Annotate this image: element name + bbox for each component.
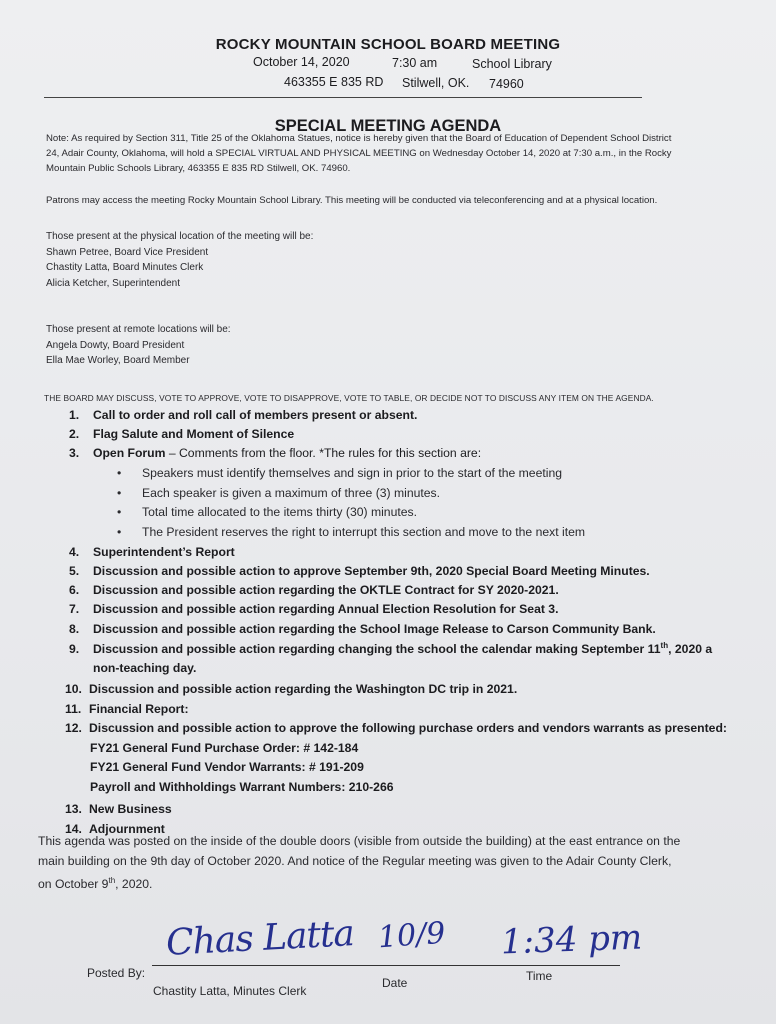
document-title: ROCKY MOUNTAIN SCHOOL BOARD MEETING (215, 36, 561, 53)
agenda-item: 4. Superintendent’s Report (69, 545, 235, 559)
handwritten-time: 1:34 pm (500, 917, 643, 963)
attendee: Alicia Ketcher, Superintendent (46, 277, 180, 289)
agenda-item: 10. Discussion and possible action regarding the Washington DC trip in 2021. (65, 682, 518, 696)
board-may-notice: THE BOARD MAY DISCUSS, VOTE TO APPROVE, VOTE TO DISAPPROVE, VOTE TO TABLE, OR DECIDE NOT TO DISCUSS ANY ITEM ON THE AGENDA. (44, 393, 654, 403)
forum-rule: • Speakers must identify themselves and sign in prior to the start of the meeting (117, 466, 563, 480)
forum-rule: • Each speaker is given a maximum of three (3) minutes. (117, 486, 441, 500)
meeting-address: 463355 E 835 RD (284, 75, 384, 89)
handwritten-signature: Chas Latta (165, 913, 355, 964)
meeting-time: 7:30 am (392, 56, 438, 70)
meeting-city: Stilwell, OK. (402, 76, 470, 90)
agenda-subtitle: SPECIAL MEETING AGENDA (274, 117, 502, 135)
time-label: Time (526, 969, 553, 983)
signer-caption: Chastity Latta, Minutes Clerk (153, 984, 307, 998)
financial-subitem: FY21 General Fund Vendor Warrants: # 191-209 (90, 760, 364, 774)
meeting-date: October 14, 2020 (253, 55, 350, 69)
agenda-item-continuation: non-teaching day. (93, 661, 197, 675)
physical-heading: Those present at the physical location of the meeting will be: (46, 231, 314, 242)
agenda-item: 6. Discussion and possible action regarding the OKTLE Contract for SY 2020-2021. (69, 583, 559, 597)
agenda-item: 12. Discussion and possible action to approve the following purchase orders and vendors warrants as presented: (65, 721, 727, 735)
header-divider (44, 97, 642, 98)
agenda-item: 5. Discussion and possible action to approve September 9th, 2020 Special Board Meeting Minutes. (69, 564, 650, 578)
forum-rule: • Total time allocated to the items thirty (30) minutes. (117, 505, 418, 519)
meeting-location: School Library (472, 57, 552, 71)
attendee: Angela Dowty, Board President (46, 339, 185, 351)
agenda-item: 14. Adjournment (65, 822, 165, 836)
agenda-item: 7. Discussion and possible action regarding Annual Election Resolution for Seat 3. (69, 602, 559, 616)
remote-heading: Those present at remote locations will be: (46, 324, 231, 335)
posting-notice: This agenda was posted on the inside of the double doors (visible from outside the building) at the east entrance on the main building on the 9th day of October 2020. And notice of the Regular meeting was given to the Adair County Clerk, on October 9th, 2020. (38, 834, 681, 892)
meeting-zip: 74960 (489, 77, 524, 91)
attendee: Shawn Petree, Board Vice President (46, 246, 209, 258)
agenda-item: 13. New Business (65, 802, 172, 816)
attendee: Chastity Latta, Board Minutes Clerk (46, 262, 204, 274)
notice-line-2: 24, Adair County, Oklahoma, will hold a SPECIAL VIRTUAL AND PHYSICAL MEETING on Wednesday October 14, 2020 at 7:30 a.m., in the Rocky (46, 148, 672, 159)
agenda-item: 9. Discussion and possible action regarding changing the school the calendar making September 11th, 2020 a (69, 641, 713, 657)
agenda-item: 11. Financial Report: (65, 702, 189, 716)
patrons-notice: Patrons may access the meeting Rocky Mountain School Library. This meeting will be conducted via teleconferencing and at a physical location. (46, 195, 658, 206)
financial-subitem: FY21 General Fund Purchase Order: # 142-184 (90, 741, 359, 755)
date-label: Date (382, 976, 408, 990)
physical-attendees (46, 229, 313, 291)
notice-line-1: Note: As required by Section 311, Title 25 of the Oklahoma Statues, notice is hereby given that the Board of Education of Dependent School District (46, 133, 672, 144)
remote-attendees (46, 322, 231, 369)
handwritten-date: 10/9 (376, 915, 447, 956)
agenda-item: 2. Flag Salute and Moment of Silence (69, 427, 295, 441)
signature-line (152, 965, 620, 966)
agenda-item: 8. Discussion and possible action regarding the School Image Release to Carson Community Bank. (69, 622, 656, 636)
agenda-item: 1. Call to order and roll call of members present or absent. (69, 408, 418, 422)
posted-by-label: Posted By: (87, 966, 146, 980)
notice-line-3: Mountain Public Schools Library, 463355 E 835 RD Stilwell, OK. 74960. (46, 163, 351, 174)
agenda-item: 3. Open Forum – Comments from the floor. *The rules for this section are: (69, 446, 482, 460)
forum-rule: • The President reserves the right to interrupt this section and move to the next item (117, 525, 586, 539)
financial-subitem: Payroll and Withholdings Warrant Numbers: 210-266 (90, 780, 394, 794)
attendee: Ella Mae Worley, Board Member (46, 355, 190, 367)
